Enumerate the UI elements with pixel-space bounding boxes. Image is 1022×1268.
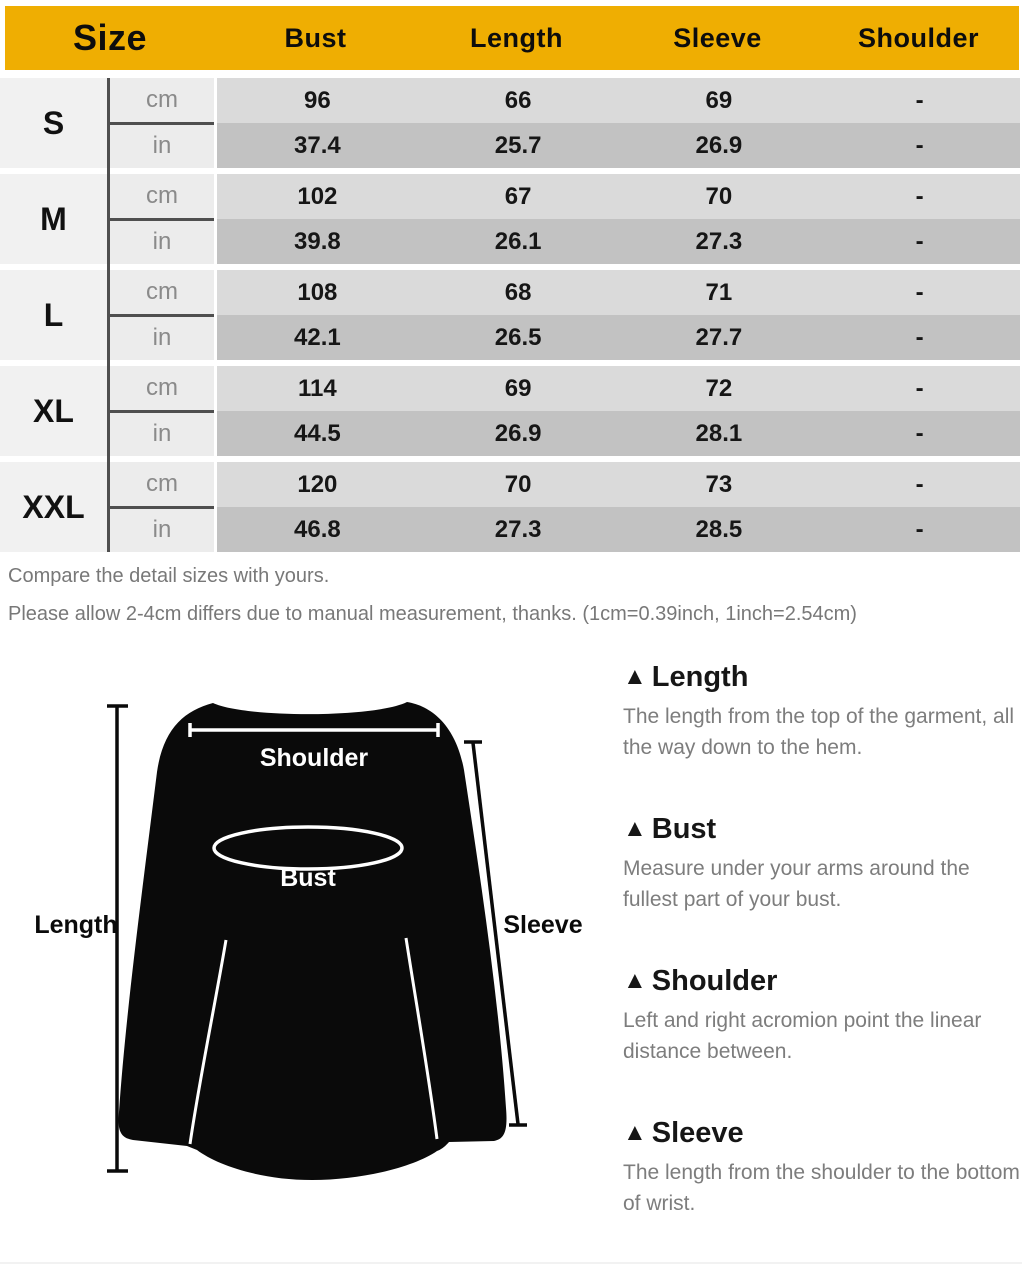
note-line: Compare the detail sizes with yours.	[8, 565, 330, 587]
cell-shoulder-in: -	[915, 323, 924, 351]
cell-length-in: 26.9	[494, 419, 542, 447]
size-label: M	[0, 174, 107, 264]
cell-sleeve-in: 28.5	[695, 515, 743, 543]
cell-length-cm: 67	[504, 182, 532, 210]
table-row	[217, 174, 1020, 219]
guide-title: Length	[651, 661, 749, 693]
cell-shoulder-cm: -	[915, 86, 924, 114]
cell-sleeve-in: 27.7	[695, 323, 743, 351]
bust-diagram-label: Bust	[280, 864, 336, 892]
header-length: Length	[470, 22, 563, 53]
guide-description: Measure under your arms around the fullest part of your bust.	[623, 857, 970, 911]
cell-sleeve-in: 27.3	[695, 227, 743, 255]
cell-length-in: 26.1	[494, 227, 542, 255]
unit-label-in: in	[110, 413, 214, 457]
table-row	[217, 219, 1020, 264]
guide-section-length	[623, 660, 1021, 763]
cell-length-cm: 68	[504, 278, 532, 306]
unit-label-in: in	[110, 317, 214, 361]
header-bust: Bust	[284, 22, 347, 53]
length-diagram-label: Length	[34, 911, 118, 939]
cell-shoulder-cm: -	[915, 470, 924, 498]
cell-sleeve-in: 28.1	[695, 419, 743, 447]
table-row	[217, 411, 1020, 456]
guide-description: The length from the top of the garment, all the way down to the hem.	[623, 705, 1015, 759]
cell-sleeve-cm: 70	[705, 182, 733, 210]
cell-sleeve-cm: 71	[705, 278, 733, 306]
table-row	[217, 507, 1020, 552]
note-line: Please allow 2-4cm differs due to manual measurement, thanks. (1cm=0.39inch, 1inch=2.54cm)	[8, 603, 857, 625]
shoulder-diagram-label: Shoulder	[259, 744, 369, 772]
cell-shoulder-in: -	[915, 227, 924, 255]
table-row-group-s	[0, 78, 1022, 168]
cell-shoulder-cm: -	[915, 374, 924, 402]
bottom-divider	[0, 1262, 1022, 1264]
unit-label-cm: cm	[110, 366, 214, 413]
size-table-header	[5, 6, 1019, 70]
unit-label-in: in	[110, 509, 214, 553]
header-shoulder: Shoulder	[857, 22, 979, 53]
table-row	[217, 78, 1020, 123]
cell-sleeve-cm: 69	[705, 86, 733, 114]
header-size: Size	[72, 17, 148, 58]
unit-label-cm: cm	[110, 174, 214, 221]
garment-silhouette	[119, 702, 507, 1180]
table-row	[217, 270, 1020, 315]
table-row	[217, 315, 1020, 360]
table-row	[217, 462, 1020, 507]
guide-section-shoulder	[623, 964, 1021, 1067]
guide-title: Sleeve	[651, 1117, 744, 1149]
cell-bust-in: 42.1	[294, 323, 341, 351]
cell-shoulder-in: -	[915, 515, 924, 543]
cell-bust-cm: 102	[297, 182, 338, 210]
table-row-group-l	[0, 270, 1022, 360]
cell-bust-cm: 108	[297, 278, 338, 306]
cell-sleeve-in: 26.9	[695, 131, 743, 159]
measurement-guide	[623, 660, 1021, 1268]
table-row	[217, 123, 1020, 168]
table-row-group-xxl	[0, 462, 1022, 552]
size-label: XL	[0, 366, 107, 456]
cell-shoulder-cm: -	[915, 278, 924, 306]
triangle-bullet-icon: ▲	[623, 663, 647, 690]
triangle-bullet-icon: ▲	[623, 815, 647, 842]
table-vertical-divider	[107, 78, 110, 552]
table-row	[217, 366, 1020, 411]
measurement-notes	[8, 562, 857, 638]
cell-length-cm: 69	[504, 374, 532, 402]
unit-label-cm: cm	[110, 78, 214, 125]
size-label: XXL	[0, 462, 107, 552]
cell-shoulder-in: -	[915, 131, 924, 159]
unit-label-in: in	[110, 125, 214, 169]
size-label: L	[0, 270, 107, 360]
table-row-group-xl	[0, 366, 1022, 456]
table-row-group-m	[0, 174, 1022, 264]
cell-bust-in: 46.8	[294, 515, 341, 543]
triangle-bullet-icon: ▲	[623, 1119, 647, 1146]
cell-shoulder-cm: -	[915, 182, 924, 210]
cell-length-cm: 66	[504, 86, 532, 114]
cell-sleeve-cm: 72	[705, 374, 733, 402]
cell-length-in: 25.7	[494, 131, 542, 159]
cell-bust-in: 37.4	[294, 131, 341, 159]
cell-bust-cm: 114	[298, 374, 337, 402]
guide-title: Shoulder	[651, 965, 778, 997]
unit-label-cm: cm	[110, 270, 214, 317]
cell-sleeve-cm: 73	[705, 470, 733, 498]
cell-bust-in: 39.8	[294, 227, 341, 255]
cell-bust-cm: 120	[297, 470, 338, 498]
cell-shoulder-in: -	[915, 419, 924, 447]
cell-length-in: 26.5	[494, 323, 542, 351]
guide-title: Bust	[651, 813, 717, 845]
garment-measurement-diagram	[0, 650, 620, 1190]
triangle-bullet-icon: ▲	[623, 967, 647, 994]
sleeve-diagram-label: Sleeve	[503, 911, 583, 939]
header-sleeve: Sleeve	[673, 22, 762, 53]
guide-description: Left and right acromion point the linear distance between.	[623, 1009, 982, 1063]
size-label: S	[0, 78, 107, 168]
unit-label-cm: cm	[110, 462, 214, 509]
cell-length-in: 27.3	[494, 515, 542, 543]
guide-section-sleeve	[623, 1116, 1021, 1219]
unit-label-in: in	[110, 221, 214, 265]
cell-bust-in: 44.5	[294, 419, 341, 447]
size-table-body	[0, 78, 1022, 558]
cell-length-cm: 70	[504, 470, 532, 498]
cell-bust-cm: 96	[304, 86, 331, 114]
guide-description: The length from the shoulder to the bottom of wrist.	[623, 1161, 1020, 1215]
guide-section-bust	[623, 812, 1021, 915]
